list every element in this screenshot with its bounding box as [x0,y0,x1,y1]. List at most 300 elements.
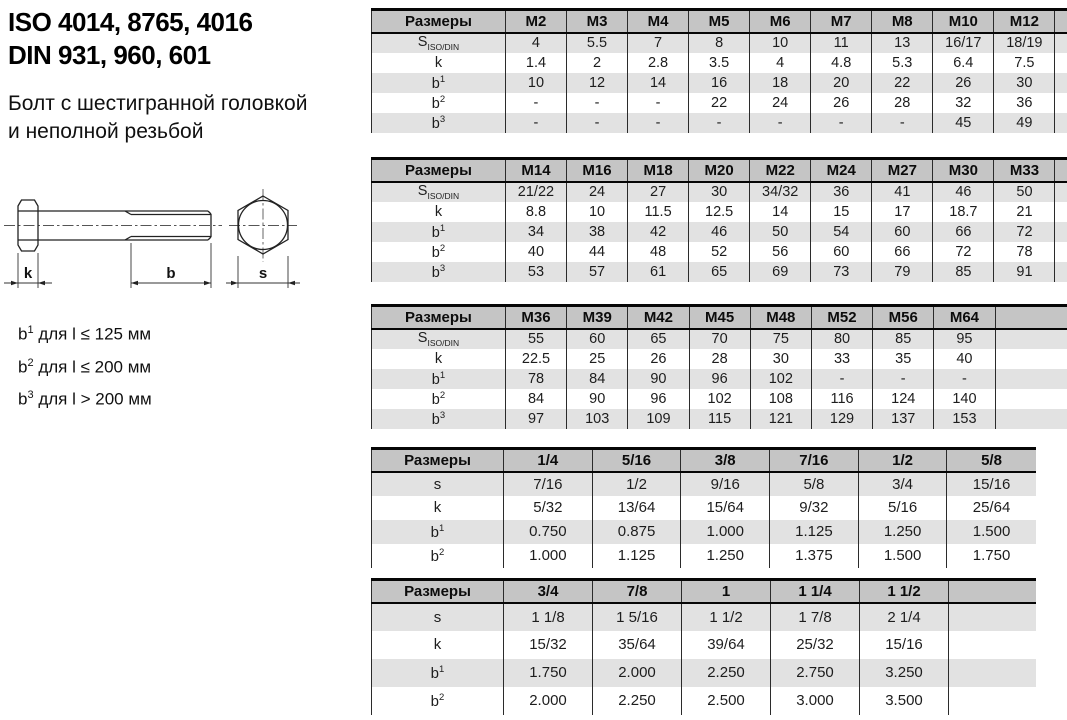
dimension-value: - [566,113,627,133]
dimension-value: 44 [566,242,627,262]
dimension-value: - [934,369,995,389]
dimension-value: 153 [934,409,995,429]
size-column-header: M52 [811,306,872,329]
dimension-value: 28 [872,93,933,113]
dimension-value: 48 [628,242,689,262]
dimension-value: 33 [811,349,872,369]
dimension-value: 34/32 [750,182,811,202]
size-column-header: M14 [505,159,566,182]
blank-cell [1055,33,1067,53]
dimension-value: 72 [933,242,994,262]
row-label-b1: $b^1$ [372,369,506,389]
size-column-header: 1 1/2 [860,580,949,603]
dimension-value: 70 [689,329,750,349]
blank-header-cell [1055,159,1067,182]
row-label-b2: $b^2$ [372,687,504,715]
blank-cell [1055,113,1067,133]
dimension-value: 60 [872,222,933,242]
dimension-value: - [505,113,566,133]
dimension-value: - [811,369,872,389]
blank-cell [949,687,1036,715]
table-row [372,202,1067,222]
dimension-value: 137 [873,409,934,429]
dimension-value: 27 [628,182,689,202]
dimension-value: 60 [567,329,628,349]
dimension-value: 3.250 [860,659,949,687]
dimension-table [371,8,1067,133]
dimension-value: 40 [934,349,995,369]
dimension-value: 4.8 [811,53,872,73]
dimension-value: 8.8 [505,202,566,222]
row-label-b1: $b^1$ [372,520,504,544]
dimension-value: 66 [933,222,994,242]
blank-cell [1055,73,1067,93]
row-label-b2: $b^2$ [372,242,506,262]
blank-cell [995,369,1067,389]
blank-cell [1055,93,1067,113]
sizes-header-cell: Размеры [372,580,504,603]
blank-cell [995,349,1067,369]
dimension-value: 7/16 [504,472,593,496]
dimension-value: 1.500 [858,544,947,568]
dimension-value: - [628,93,689,113]
dimension-value: 39/64 [682,631,771,659]
size-column-header: 7/8 [593,580,682,603]
dimension-value: 79 [872,262,933,282]
dimension-value: 10 [750,33,811,53]
row-label-S: $S_{ISO/DIN}$ [372,329,506,349]
dimension-value: 10 [566,202,627,222]
blank-cell [1055,202,1067,222]
size-column-header: M7 [811,10,872,33]
dim-label-k: k [23,265,33,282]
inch-table-quarter-to-58 [371,447,1036,568]
dimension-value: 72 [994,222,1055,242]
row-label-b2: $b^2$ [372,544,504,568]
dimension-value: 66 [872,242,933,262]
row-label-k: k [372,349,506,369]
size-column-header: M2 [505,10,566,33]
size-column-header: M8 [872,10,933,33]
dimension-value: 22 [689,93,750,113]
dimension-value: 84 [567,369,628,389]
dimension-value: 1.750 [504,659,593,687]
sizes-header-cell: Размеры [372,306,506,329]
size-column-header: 1/4 [504,449,593,472]
dimension-value: 5.5 [566,33,627,53]
dimension-value: 1.000 [504,544,593,568]
dimension-value: 32 [933,93,994,113]
dimension-value: 38 [566,222,627,242]
dimension-value: 7.5 [994,53,1055,73]
dimension-value: 24 [566,182,627,202]
table-row [372,544,1036,568]
dimension-value: 15/16 [947,472,1036,496]
metric-table-m2-m12 [371,8,1067,133]
table-row [372,496,1036,520]
table-row [372,472,1036,496]
dimension-value: 15 [811,202,872,222]
dimension-value: 1 1/8 [504,603,593,631]
row-label-b2: $b^2$ [372,93,506,113]
dimension-value: 56 [750,242,811,262]
blank-cell [1055,242,1067,262]
dimension-value: - [872,113,933,133]
header-row [372,10,1067,33]
header-row [372,449,1036,472]
dimension-value: 85 [873,329,934,349]
dimension-value: 6.4 [933,53,994,73]
dimension-value: 3/4 [858,472,947,496]
dimension-value: 40 [505,242,566,262]
dimension-value: 1.125 [592,544,681,568]
dimension-value: 50 [750,222,811,242]
dimension-value: 7 [628,33,689,53]
dimension-value: 2.000 [593,659,682,687]
dimension-value: 55 [505,329,566,349]
dimension-value: 115 [689,409,750,429]
dimension-value: 35 [873,349,934,369]
table-row [372,603,1036,631]
dimension-value: 4 [750,53,811,73]
dimension-value: 61 [628,262,689,282]
sizes-header-cell: Размеры [372,449,504,472]
dimension-value: 46 [689,222,750,242]
dimension-value: 1.250 [858,520,947,544]
row-label-s: s [372,603,504,631]
dimension-value: 78 [505,369,566,389]
dimension-value: 26 [811,93,872,113]
dimension-value: 121 [750,409,811,429]
dimension-value: 15/64 [681,496,770,520]
table-row [372,262,1067,282]
title-block [8,6,252,72]
dimension-value: 2.250 [682,659,771,687]
row-label-b3: $b^3$ [372,409,506,429]
size-column-header: M20 [689,159,750,182]
dimension-value: 5.3 [872,53,933,73]
blank-cell [995,409,1067,429]
dimension-value: 108 [750,389,811,409]
dimension-value: - [628,113,689,133]
dimension-value: 30 [750,349,811,369]
dimension-value: 12 [566,73,627,93]
dimension-value: 49 [994,113,1055,133]
dimension-value: 116 [811,389,872,409]
table-row [372,73,1067,93]
size-column-header: M16 [566,159,627,182]
dimension-value: 1/2 [592,472,681,496]
dimension-value: 46 [933,182,994,202]
row-label-k: k [372,53,506,73]
blank-cell [949,659,1036,687]
table-row [372,409,1067,429]
row-label-b1: $b^1$ [372,222,506,242]
dimension-value: 1.125 [770,520,859,544]
size-column-header: 1 [682,580,771,603]
dimension-value: 96 [689,369,750,389]
dimension-value: 35/64 [593,631,682,659]
size-column-header: M10 [933,10,994,33]
blank-header-cell [1055,10,1067,33]
dimension-value: 28 [689,349,750,369]
dimension-value: - [566,93,627,113]
inch-table-34-to-1half [371,578,1036,715]
table-row [372,222,1067,242]
row-label-b3: $b^3$ [372,262,506,282]
dimension-value: 2 1/4 [860,603,949,631]
blank-cell [1055,262,1067,282]
dimension-value: 20 [811,73,872,93]
row-label-s: s [372,472,504,496]
dimension-value: 30 [994,73,1055,93]
table-row [372,329,1067,349]
footnotes [18,316,152,414]
dimension-value: 2 [566,53,627,73]
blank-cell [1055,222,1067,242]
size-column-header: M36 [505,306,566,329]
row-label-b2: $b^2$ [372,389,506,409]
row-label-k: k [372,496,504,520]
dimension-value: - [873,369,934,389]
dimension-value: 1 1/2 [682,603,771,631]
blank-cell [949,603,1036,631]
din-standards-title: DIN 931, 960, 601 [8,40,211,70]
blank-cell [949,631,1036,659]
dimension-value: 75 [750,329,811,349]
centerlines [4,189,297,262]
dimension-value: 109 [628,409,689,429]
blank-cell [1055,53,1067,73]
dimension-value: 85 [933,262,994,282]
dimension-value: 1.375 [770,544,859,568]
dimension-value: - [750,113,811,133]
product-name-line1: Болт с шестигранной головкой [8,92,308,115]
dimension-value: 1.750 [972,547,1011,564]
dimension-value: 1 7/8 [771,603,860,631]
dimension-table [371,447,1036,568]
dimension-value: 129 [811,409,872,429]
dimension-value: 1.4 [505,53,566,73]
dimension-table [371,578,1036,715]
product-name-line2: и неполной резьбой [8,120,204,143]
dimension-value: 57 [566,262,627,282]
blank-cell [995,329,1067,349]
size-column-header: M24 [811,159,872,182]
size-column-header: M27 [872,159,933,182]
dimension-value: 2.000 [504,687,593,715]
dimension-value: 4 [505,33,566,53]
dimension-value: 21/22 [505,182,566,202]
dimension-value: 53 [505,262,566,282]
dimension-value: 84 [505,389,566,409]
size-column-header: M42 [628,306,689,329]
metric-table-m14-m33 [371,157,1067,282]
dimension-value: 3.500 [860,687,949,715]
table-row [372,33,1067,53]
dimension-value: 2.250 [593,687,682,715]
dimension-value: - [811,113,872,133]
size-column-header: M12 [994,10,1055,33]
dimension-value: 95 [934,329,995,349]
dimension-value: 1.250 [681,544,770,568]
size-column-header: M56 [873,306,934,329]
dimension-value: 16 [689,73,750,93]
dimension-value: 8 [689,33,750,53]
dimension-value: 13/64 [592,496,681,520]
size-column-header: M22 [750,159,811,182]
dimension-value: 96 [628,389,689,409]
table-row [372,182,1067,202]
dim-label-b: b [166,265,176,282]
iso-standards-title: ISO 4014, 8765, 4016 [8,7,253,37]
dimension-value: 11.5 [628,202,689,222]
size-column-header: M6 [750,10,811,33]
table-row [372,242,1067,262]
dimension-value: 10 [505,73,566,93]
dimension-value: 1.500 [947,520,1036,544]
dim-label-s: s [258,265,268,282]
dimension-value: 15/16 [860,631,949,659]
metric-table-m36-m64 [371,304,1067,429]
dimension-value: 15/32 [504,631,593,659]
sizes-header-cell: Размеры [372,10,506,33]
blank-header-cell [995,306,1067,329]
dimension-value: 36 [811,182,872,202]
dimension-value: 21 [994,202,1055,222]
dimension-value: 69 [750,262,811,282]
header-row [372,159,1067,182]
size-column-header: 7/16 [770,449,859,472]
dimension-value: 42 [628,222,689,242]
dimension-value: - [689,113,750,133]
bolt-technical-drawing [0,186,310,301]
row-label-S: $S_{ISO/DIN}$ [372,182,506,202]
dimension-value: 5/16 [858,496,947,520]
footnote-b3: $b^3$ для l > 200 мм [18,389,152,409]
blank-cell [1055,182,1067,202]
table-row [372,369,1067,389]
size-column-header: 5/8 [947,449,1036,472]
dimension-value: 0.875 [592,520,681,544]
dimension-value: 80 [811,329,872,349]
size-column-header: M30 [933,159,994,182]
dimension-value: 52 [689,242,750,262]
dimension-value: 24 [750,93,811,113]
dimension-value: 16/17 [933,33,994,53]
header-row [372,306,1067,329]
dimension-value: 18 [750,73,811,93]
dimension-value: 97 [505,409,566,429]
dimension-value: 50 [994,182,1055,202]
dimension-value: 25/64 [972,499,1011,516]
dimension-value: 22.5 [505,349,566,369]
dimension-value: 60 [811,242,872,262]
dimension-value: 41 [872,182,933,202]
dimension-value: - [505,93,566,113]
dimension-value: 18.7 [933,202,994,222]
table-row [372,349,1067,369]
table-row [372,520,1036,544]
table-row [372,687,1036,715]
size-column-header: M33 [994,159,1055,182]
table-row [372,659,1036,687]
dimension-value: 1.000 [681,520,770,544]
dimension-value: 22 [872,73,933,93]
dimension-value: 103 [567,409,628,429]
dimension-value: 3.000 [771,687,860,715]
size-column-header: M18 [628,159,689,182]
row-label-k: k [372,631,504,659]
dimension-value: 2.8 [628,53,689,73]
dimension-value: 5/32 [504,496,593,520]
table-row [372,389,1067,409]
dimension-value: 12.5 [689,202,750,222]
dimension-value: 54 [811,222,872,242]
dimension-value: 36 [994,93,1055,113]
size-column-header: 1/2 [858,449,947,472]
size-column-header: 1 1/4 [771,580,860,603]
dimension-value: 9/16 [681,472,770,496]
dimension-value: 26 [933,73,994,93]
row-label-S: $S_{ISO/DIN}$ [372,33,506,53]
size-column-header: M5 [689,10,750,33]
dimension-value: 34 [505,222,566,242]
table-row [372,631,1036,659]
dimension-value: 25 [567,349,628,369]
dimension-value: 90 [628,369,689,389]
row-label-b1: $b^1$ [372,73,506,93]
dimension-value: 78 [994,242,1055,262]
header-row [372,580,1036,603]
dimension-value: 5/8 [770,472,859,496]
row-label-k: k [372,202,506,222]
row-label-b1: $b^1$ [372,659,504,687]
dimension-value: 11 [811,33,872,53]
dimension-value: 140 [934,389,995,409]
dimension-value: 25/32 [771,631,860,659]
size-column-header: 3/8 [681,449,770,472]
dimension-value: 65 [628,329,689,349]
dimension-value: 14 [628,73,689,93]
dimension-table [371,157,1067,282]
dimension-value: 91 [994,262,1055,282]
size-column-header: 5/16 [592,449,681,472]
blank-cell [995,389,1067,409]
dimension-value: 73 [811,262,872,282]
dimension-value: 1 5/16 [593,603,682,631]
dimension-value: 0.750 [504,520,593,544]
dimension-value: 102 [750,369,811,389]
dimension-value: 45 [933,113,994,133]
table-row [372,53,1067,73]
product-name-block [8,90,307,146]
row-label-b3: $b^3$ [372,113,506,133]
dimension-value: 9/32 [770,496,859,520]
dimension-value: 18/19 [994,33,1055,53]
dimension-value: 2.500 [682,687,771,715]
size-column-header: M48 [750,306,811,329]
dimension-value: 102 [689,389,750,409]
size-column-header: M64 [934,306,995,329]
dimension-value: 30 [689,182,750,202]
dimension-value: 14 [750,202,811,222]
dimension-tables-panel [371,0,1067,720]
dimension-table [371,304,1067,429]
dimension-value: 90 [567,389,628,409]
blank-header-cell [949,580,1036,603]
dimension-value: 65 [689,262,750,282]
